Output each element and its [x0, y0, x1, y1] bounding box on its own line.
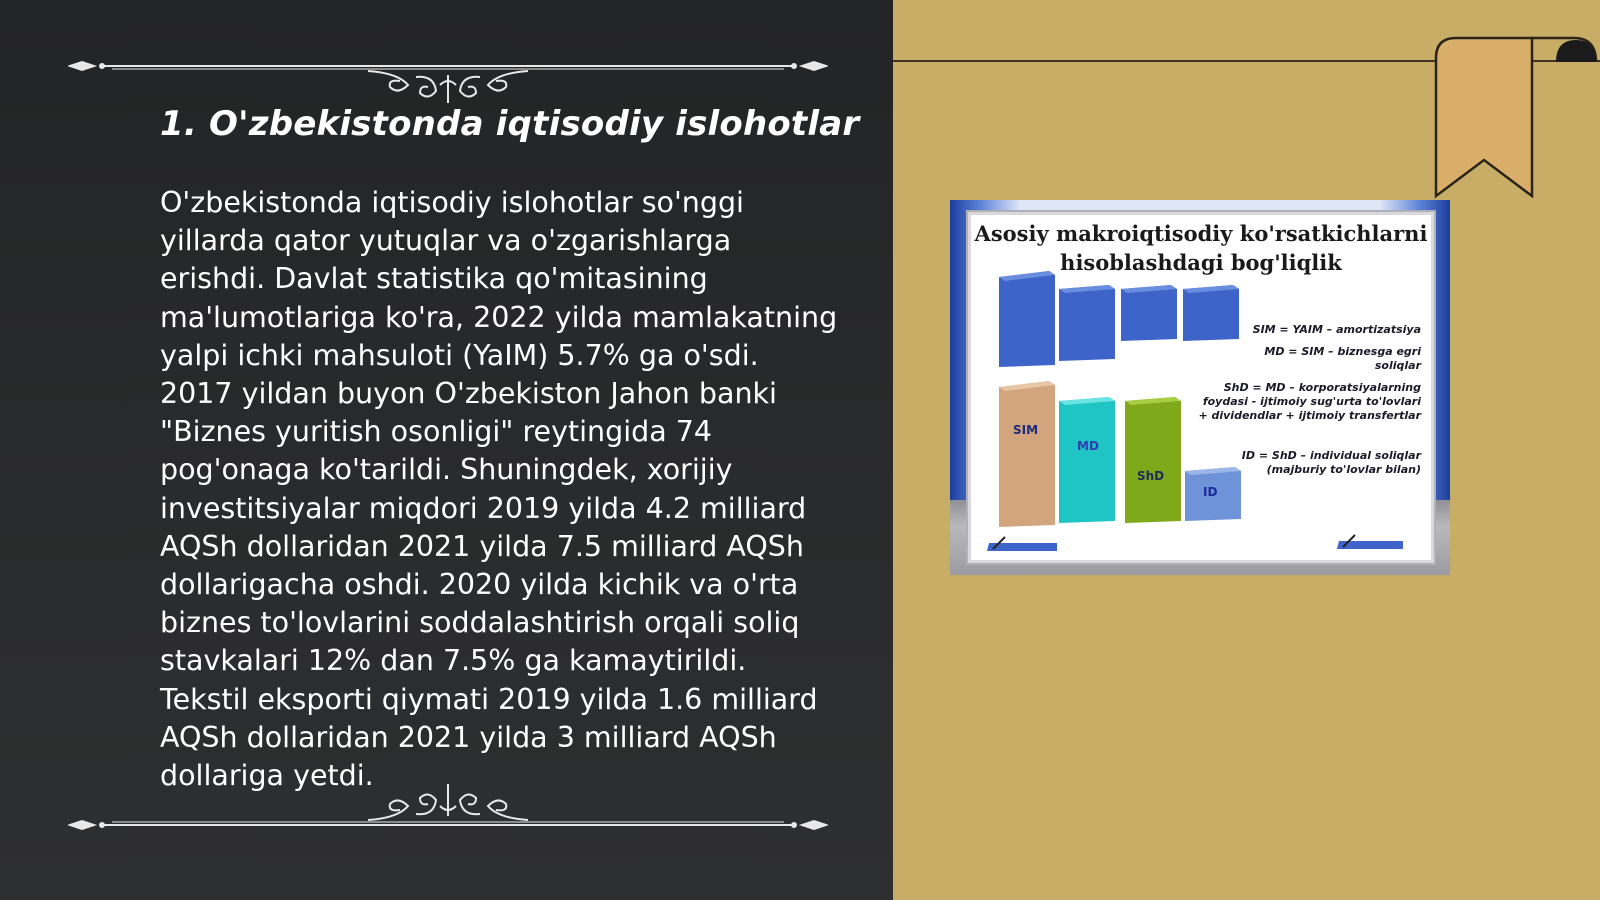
slide-title: 1. O'zbekistonda iqtisodiy islohotlar	[160, 104, 860, 144]
slide-body-text: O'zbekistonda iqtisodiy islohotlar so'nggi yillarda qator yutuqlar va o'zgarishlarga erishdi. Davlat statistika qo'mitasining ma'lumotlariga ko'ra, 2022 yilda mamlakatning yalpi ichki mahsuloti (YaIM) 5.7% ga o'sdi. 2017 yildan buyon O'zbekiston Jahon banki "Biznes yuritish osonligi" reytingida 74 pog'onaga ko'tarildi. Shuningdek, xorijiy investitsiyalar miqdori 2019 yilda 4.2 milliard AQSh dollaridan 2021 yilda 7.5 milliard AQSh dollarigacha oshdi. 2020 yilda kichik va o'rta biznes to'lovlarini soddalashtirish orqali soliq stavkalari 12% dan 7.5% ga kamaytirildi. Tekstil eksporti qiymati 2019 yilda 1.6 milliard AQSh dollaridan 2021 yilda 3 milliard AQSh dollariga yetdi.	[160, 186, 838, 793]
bar-shd	[1125, 397, 1181, 523]
bar-label-id: ID	[1203, 485, 1218, 499]
bar-label-md: MD	[1077, 439, 1099, 453]
formula-shd: ShD = MD – korporatsiyalarning foydasi - ijtimoiy sug'urta to'lovlari + dividendlar + ijtimoiy transfertlar	[1198, 381, 1421, 422]
bookmark-ribbon-icon	[1434, 36, 1600, 201]
top-ornament-divider	[68, 55, 828, 105]
bar-sim	[999, 381, 1055, 527]
formula-md: MD = SIM – biznesga egri soliqlar	[1264, 345, 1421, 372]
bar-md	[1059, 397, 1115, 523]
bar-label-shd: ShD	[1137, 469, 1165, 483]
top-blue-blocks	[999, 271, 1239, 367]
picture-title-line2: hisoblashdagi bog'liqlik	[1060, 250, 1342, 275]
picture-board	[968, 212, 1434, 563]
formula-sim: SIM = YAIM – amortizatsiya	[1252, 323, 1421, 336]
bar-label-sim: SIM	[1013, 423, 1039, 437]
formula-id: ID = ShD – individual soliqlar (majburiy to'lovlar bilan)	[1241, 449, 1421, 476]
picture-title-line1: Asosiy makroiqtisodiy ko'rsatkichlarni	[974, 221, 1428, 246]
embedded-diagram-picture	[950, 200, 1450, 575]
